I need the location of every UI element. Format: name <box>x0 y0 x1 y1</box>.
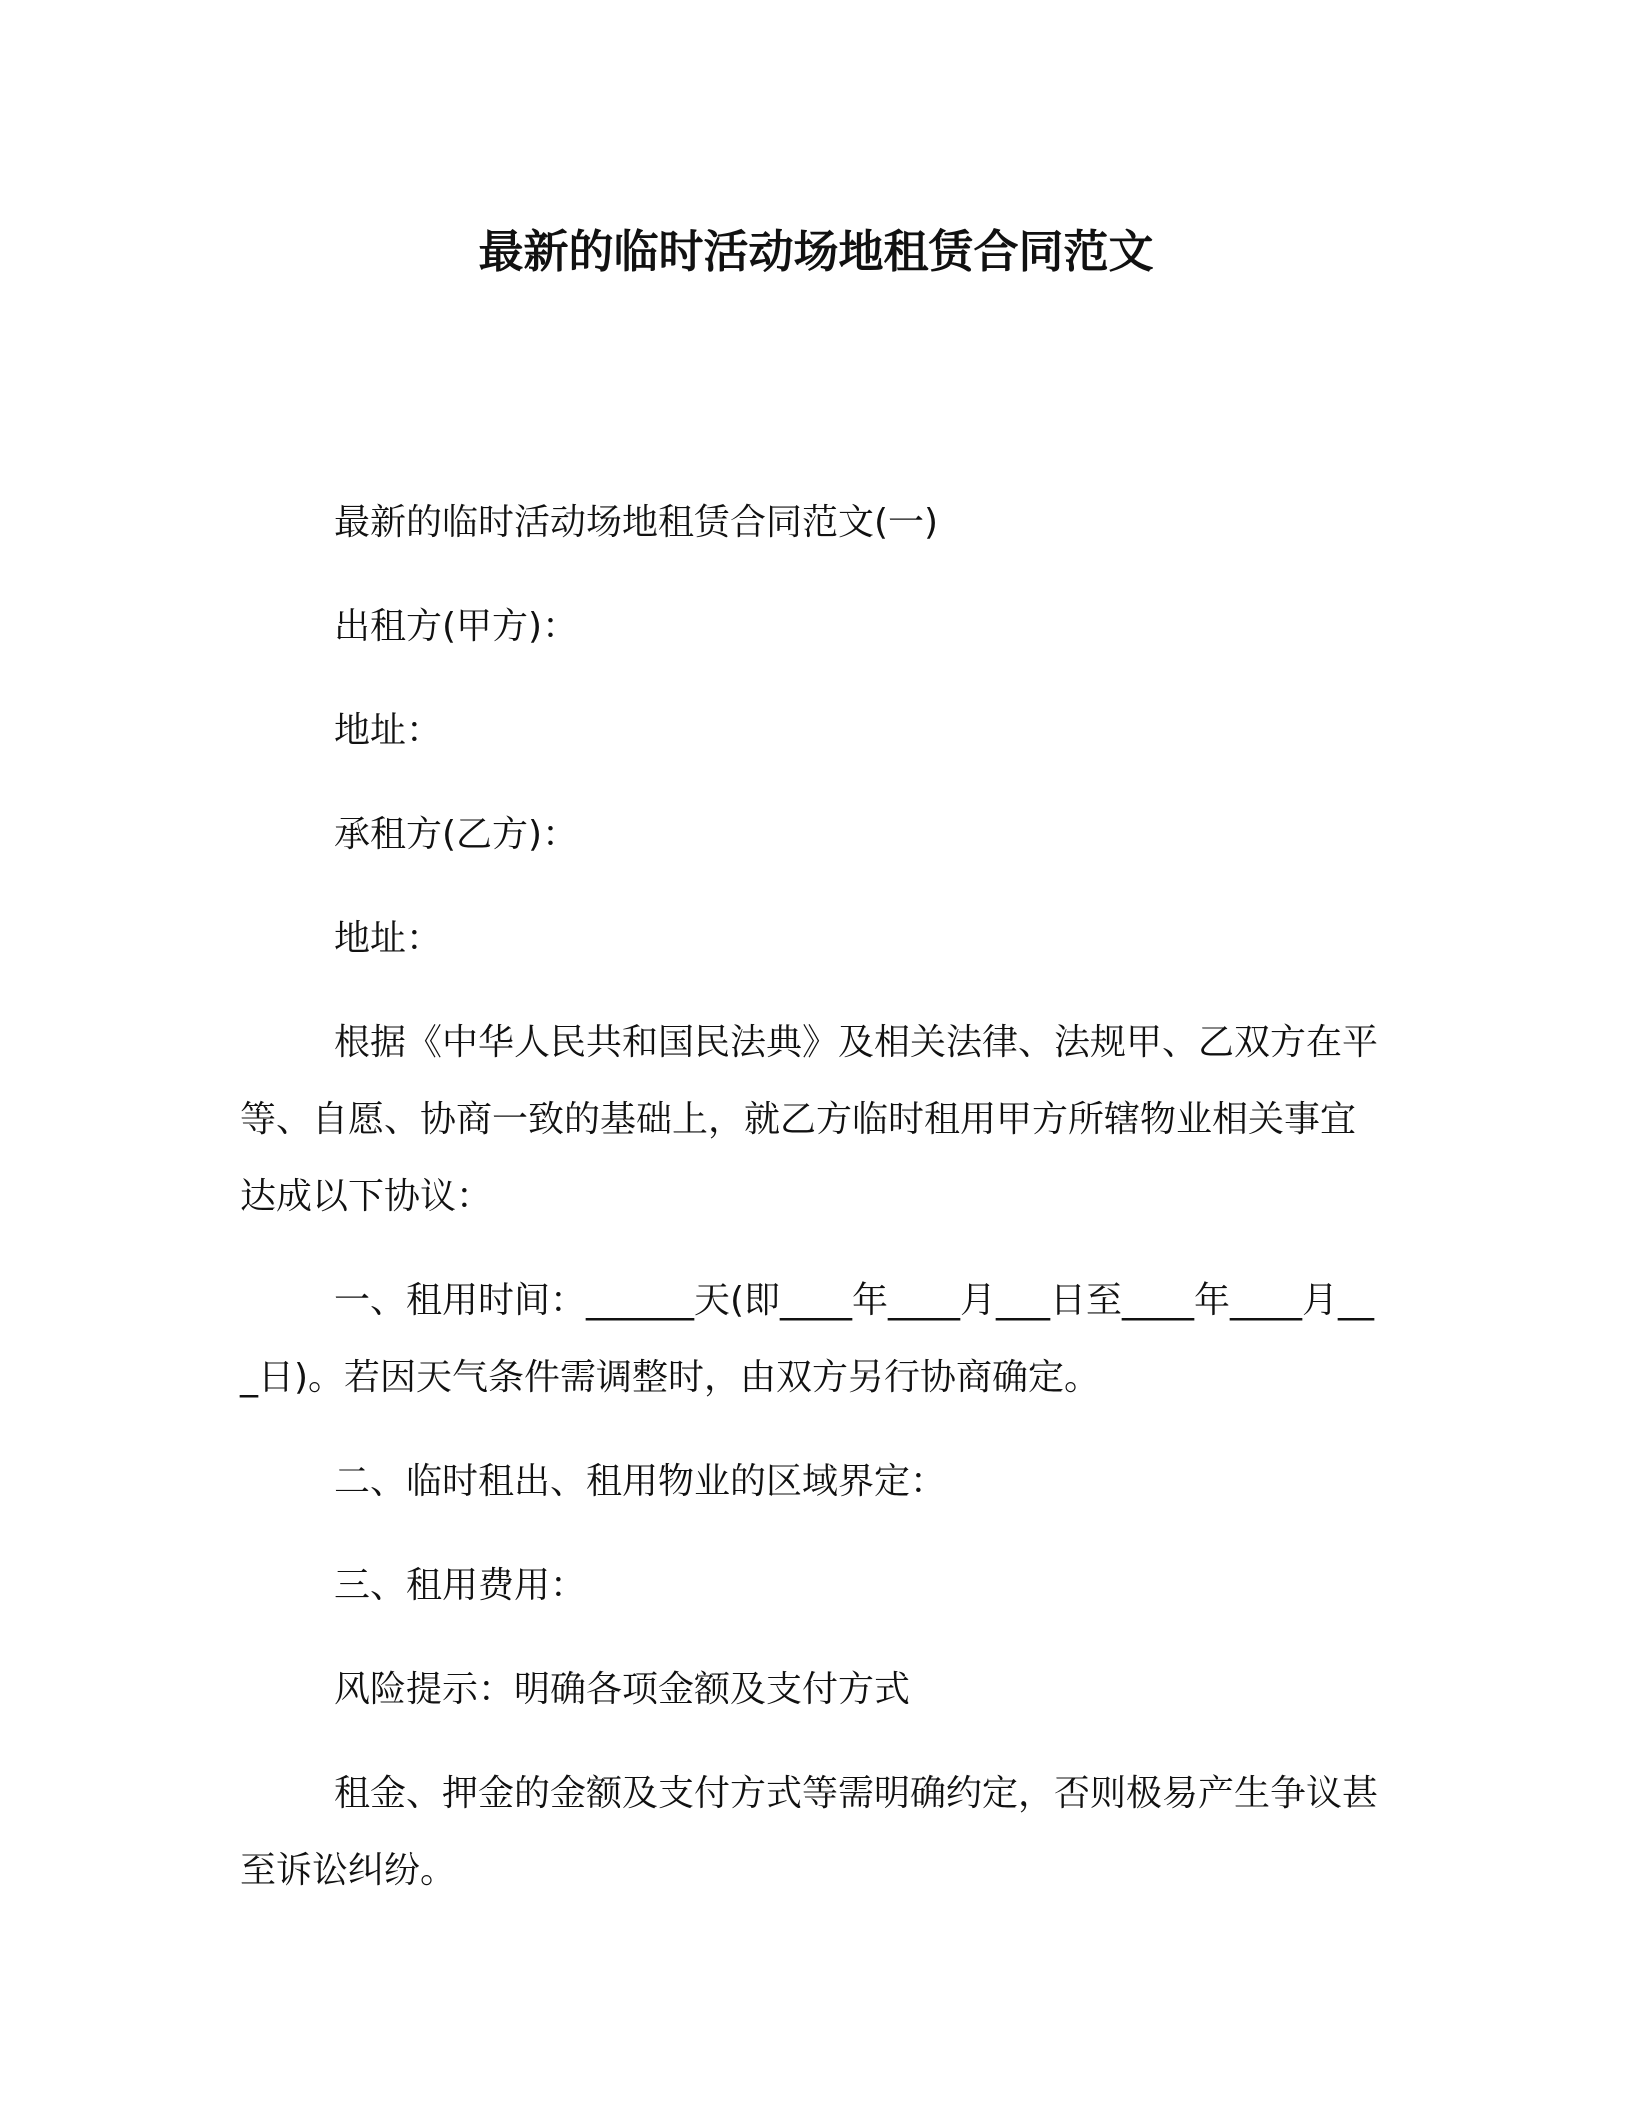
lessor-line: 出租方(甲方)： <box>334 606 579 647</box>
document-title: 最新的临时活动场地租赁合同范文 <box>478 225 1154 278</box>
section-heading: 最新的临时活动场地租赁合同范文(一) <box>334 502 939 543</box>
lessee-address-line: 地址： <box>334 918 443 959</box>
clause-rental-fees: 三、租用费用： <box>334 1565 587 1606</box>
document-body <box>240 484 1380 1936</box>
clause-area-definition: 二、临时租出、租用物业的区域界定： <box>334 1461 947 1502</box>
preamble-paragraph: 根据《中华人民共和国民法典》及相关法律、法规甲、乙双方在平等、自愿、协商一致的基础上，就乙方临时租用甲方所辖物业相关事宜达成以下协议： <box>240 1022 1379 1217</box>
lessee-line: 承租方(乙方)： <box>334 814 579 855</box>
lessor-address-line: 地址： <box>334 710 443 751</box>
risk-tip-detail: 租金、押金的金额及支付方式等需明确约定，否则极易产生争议甚至诉讼纠纷。 <box>240 1773 1379 1891</box>
clause-rental-period: 一、租用时间：______天(即____年____月___日至____年____月___日)。若因天气条件需调整时，由双方另行协商确定。 <box>240 1280 1375 1398</box>
risk-tip: 风险提示：明确各项金额及支付方式 <box>334 1669 911 1710</box>
